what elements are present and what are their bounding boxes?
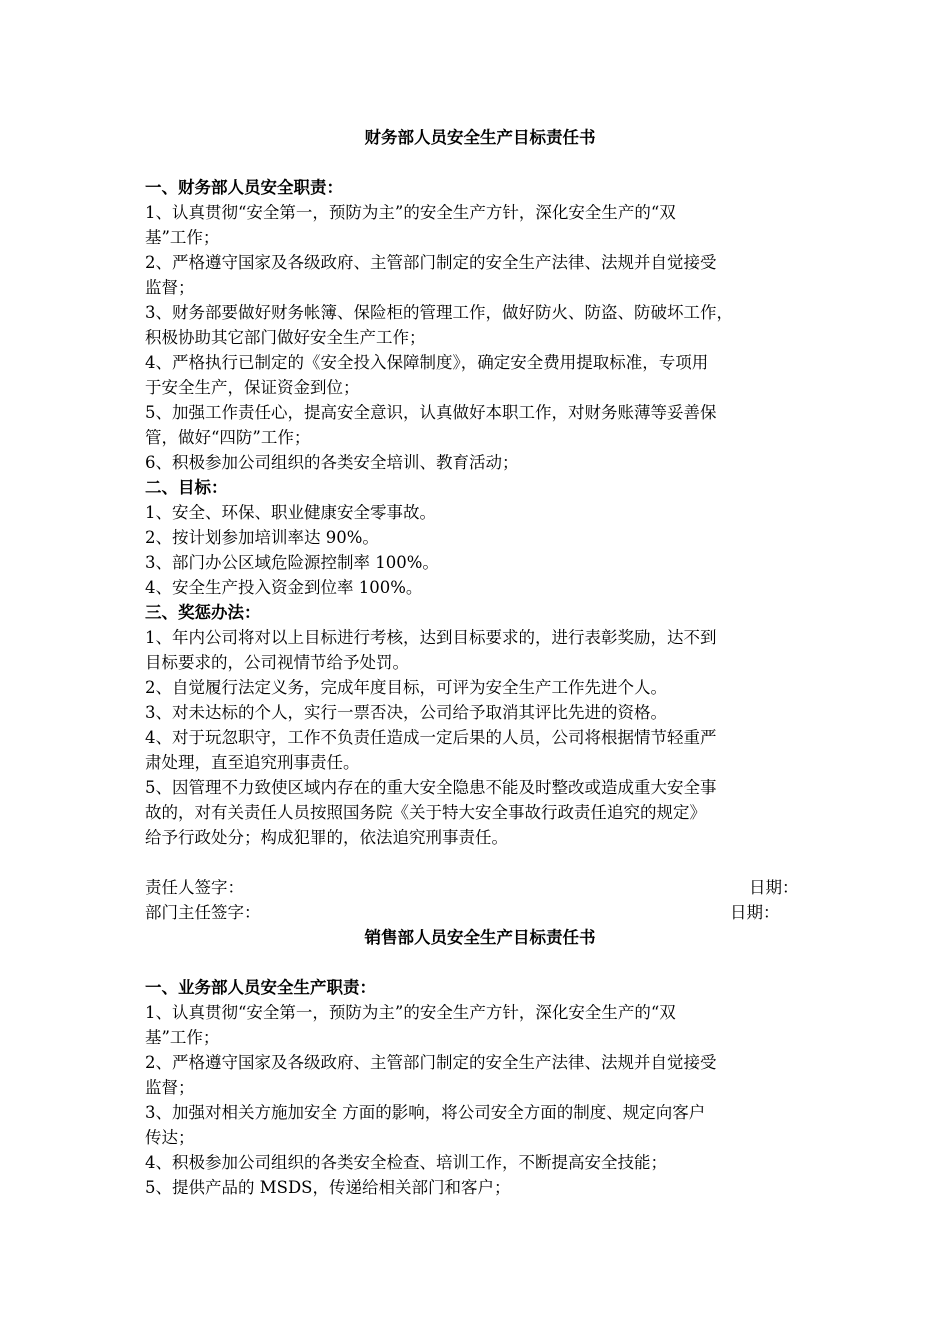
list-item-line: 于安全生产，保证资金到位； <box>145 378 360 397</box>
doc1-section3-list <box>145 625 815 850</box>
list-item-line: 1、认真贯彻“安全第一，预防为主”的安全生产方针，深化安全生产的“双 <box>145 203 676 222</box>
doc2-section1-list <box>145 1000 815 1200</box>
list-item <box>145 775 815 850</box>
list-item <box>145 1100 815 1150</box>
list-item <box>145 625 815 675</box>
doc1-section1-list <box>145 200 815 475</box>
doc1-section3-heading: 三、奖惩办法： <box>145 603 261 622</box>
list-item <box>145 200 815 250</box>
list-item-line: 1、认真贯彻“安全第一，预防为主”的安全生产方针，深化安全生产的“双 <box>145 1003 676 1022</box>
list-item-line: 3、财务部要做好财务帐簿、保险柜的管理工作，做好防火、防盗、防破坏工作， <box>145 303 733 322</box>
sign-date-label: 日期： <box>730 903 780 922</box>
signature-row-person <box>145 875 815 900</box>
list-item <box>145 450 815 475</box>
list-item <box>145 250 815 300</box>
list-item-line: 4、严格执行已制定的《安全投入保障制度》，确定安全费用提取标准，专项用 <box>145 353 709 372</box>
list-item-line: 肃处理，直至追究刑事责任。 <box>145 753 360 772</box>
list-item-line: 监督； <box>145 1078 195 1097</box>
list-item <box>145 525 815 550</box>
list-item <box>145 300 815 350</box>
signature-row-director <box>145 900 815 925</box>
doc1-title: 财务部人员安全生产目标责任书 <box>364 128 596 147</box>
sign-director-label: 部门主任签字： <box>145 903 261 922</box>
list-item-line: 监督； <box>145 278 195 297</box>
list-item <box>145 350 815 400</box>
list-item <box>145 675 815 700</box>
list-item-line: 5、提供产品的 MSDS，传递给相关部门和客户； <box>145 1178 511 1197</box>
list-item-line: 目标要求的，公司视情节给予处罚。 <box>145 653 409 672</box>
doc2-section1-heading: 一、业务部人员安全生产职责： <box>145 978 376 997</box>
list-item-line: 3、加强对相关方施加安全 方面的影响，将公司安全方面的制度、规定向客户 <box>145 1103 706 1122</box>
list-item <box>145 1175 815 1200</box>
list-item-line: 故的，对有关责任人员按照国务院《关于特大安全事故行政责任追究的规定》 <box>145 803 706 822</box>
list-item-line: 1、年内公司将对以上目标进行考核，达到目标要求的，进行表彰奖励，达不到 <box>145 628 717 647</box>
doc1-section2-heading: 二、目标： <box>145 478 228 497</box>
doc1-section1-heading: 一、财务部人员安全职责： <box>145 178 343 197</box>
list-item-line: 基”工作； <box>145 228 220 247</box>
list-item <box>145 575 815 600</box>
doc1-section2-list <box>145 500 815 600</box>
list-item-line: 3、部门办公区域危险源控制率 100%。 <box>145 553 439 572</box>
list-item-line: 5、加强工作责任心，提高安全意识，认真做好本职工作，对财务账薄等妥善保 <box>145 403 717 422</box>
list-item-line: 4、安全生产投入资金到位率 100%。 <box>145 578 423 597</box>
list-item <box>145 550 815 575</box>
list-item-line: 2、严格遵守国家及各级政府、主管部门制定的安全生产法律、法规并自觉接受 <box>145 1053 717 1072</box>
list-item-line: 5、因管理不力致使区域内存在的重大安全隐患不能及时整改或造成重大安全事 <box>145 778 717 797</box>
list-item <box>145 1000 815 1050</box>
spacer <box>145 950 815 975</box>
list-item <box>145 1150 815 1175</box>
list-item-line: 2、按计划参加培训率达 90%。 <box>145 528 379 547</box>
list-item <box>145 1050 815 1100</box>
list-item-line: 2、自觉履行法定义务，完成年度目标，可评为安全生产工作先进个人。 <box>145 678 667 697</box>
list-item-line: 3、对未达标的个人，实行一票否决，公司给予取消其评比先进的资格。 <box>145 703 667 722</box>
list-item-line: 6、积极参加公司组织的各类安全培训、教育活动； <box>145 453 519 472</box>
list-item-line: 基”工作； <box>145 1028 220 1047</box>
spacer <box>145 850 815 875</box>
spacer <box>145 150 815 175</box>
list-item <box>145 725 815 775</box>
list-item-line: 1、安全、环保、职业健康安全零事故。 <box>145 503 436 522</box>
list-item-line: 4、对于玩忽职守，工作不负责任造成一定后果的人员，公司将根据情节轻重严 <box>145 728 717 747</box>
list-item-line: 2、严格遵守国家及各级政府、主管部门制定的安全生产法律、法规并自觉接受 <box>145 253 717 272</box>
list-item <box>145 500 815 525</box>
list-item-line: 4、积极参加公司组织的各类安全检查、培训工作，不断提高安全技能； <box>145 1153 667 1172</box>
list-item-line: 给予行政处分；构成犯罪的，依法追究刑事责任。 <box>145 828 508 847</box>
sign-person-label: 责任人签字： <box>145 878 244 897</box>
sign-date-label: 日期： <box>749 878 799 897</box>
list-item-line: 传达； <box>145 1128 195 1147</box>
list-item <box>145 400 815 450</box>
document-page <box>145 125 815 1200</box>
doc2-title: 销售部人员安全生产目标责任书 <box>364 928 596 947</box>
list-item <box>145 700 815 725</box>
list-item-line: 管，做好“四防”工作； <box>145 428 311 447</box>
list-item-line: 积极协助其它部门做好安全生产工作； <box>145 328 426 347</box>
